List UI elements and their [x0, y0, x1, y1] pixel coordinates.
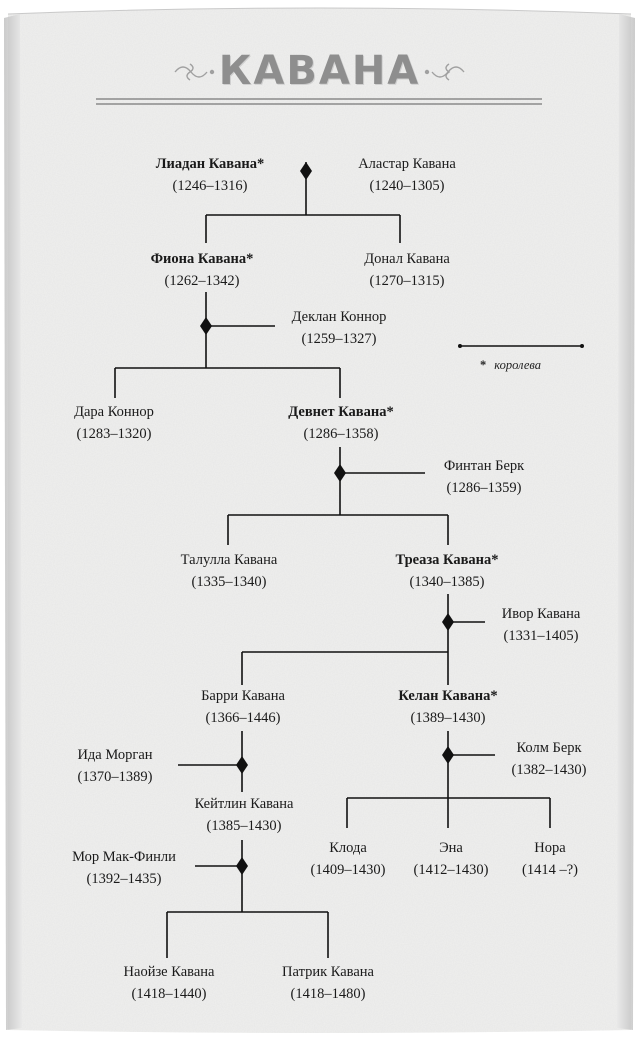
- person-nora: [522, 837, 578, 881]
- person-name: Фиона Кавана*: [150, 251, 254, 267]
- person-treaza: [395, 549, 498, 593]
- marriage-diamond: [200, 317, 212, 335]
- marriage-diamond: [334, 464, 346, 482]
- person-name: Патрик Кавана: [282, 964, 374, 980]
- person-barri: [201, 685, 285, 729]
- person-dates: (1414 –?): [522, 862, 578, 878]
- person-name: Ида Морган: [77, 747, 153, 763]
- person-dates: (1418–1480): [290, 986, 366, 1002]
- person-dates: (1246–1316): [172, 178, 248, 194]
- person-naoize: [124, 961, 215, 1005]
- person-ida: [77, 744, 152, 788]
- person-name: Кейтлин Кавана: [194, 796, 294, 812]
- person-fintan: [444, 455, 524, 499]
- legend-marker: *: [480, 358, 487, 372]
- person-dates: (1382–1430): [511, 762, 587, 778]
- person-mor: [72, 846, 176, 890]
- person-name: Донал Кавана: [364, 251, 450, 267]
- person-name: Аластар Кавана: [358, 156, 456, 172]
- family-title-text: КАВАНА: [218, 48, 421, 94]
- person-dates: (1262–1342): [164, 273, 240, 289]
- person-talulla: [181, 549, 278, 593]
- person-dara: [74, 401, 154, 445]
- person-name: Наойзе Кавана: [123, 964, 215, 980]
- person-dates: (1240–1305): [369, 178, 445, 194]
- marriage-diamond: [236, 756, 248, 774]
- person-dates: (1366–1446): [205, 710, 281, 726]
- person-dates: (1409–1430): [310, 862, 386, 878]
- person-liadan: [156, 153, 264, 197]
- person-name: Талулла Кавана: [180, 552, 278, 568]
- person-kelan: [398, 685, 497, 729]
- person-dates: (1385–1430): [206, 818, 282, 834]
- person-dates: (1283–1320): [76, 426, 152, 442]
- legend: [480, 358, 541, 373]
- person-name: Треаза Кавана*: [395, 552, 499, 568]
- person-dates: (1286–1359): [446, 480, 522, 496]
- person-dates: (1335–1340): [191, 574, 267, 590]
- person-fiona: [151, 248, 254, 292]
- person-dates: (1270–1315): [369, 273, 445, 289]
- person-dates: (1418–1440): [131, 986, 207, 1002]
- marriage-diamond: [236, 857, 248, 875]
- person-kolm: [512, 737, 587, 781]
- person-name: Дара Коннор: [74, 404, 154, 420]
- person-name: Келан Кавана*: [398, 688, 498, 704]
- person-dates: (1286–1358): [303, 426, 379, 442]
- person-ena: [414, 837, 489, 881]
- person-patrik: [282, 961, 374, 1005]
- legend-line-end: [458, 344, 462, 348]
- person-name: Деклан Коннор: [291, 309, 387, 325]
- person-dates: (1412–1430): [413, 862, 489, 878]
- person-alastar: [358, 153, 456, 197]
- marriage-diamond: [442, 613, 454, 631]
- person-dates: (1392–1435): [86, 871, 162, 887]
- person-name: Нора: [534, 840, 566, 856]
- person-donal: [364, 248, 450, 292]
- person-dates: (1340–1385): [409, 574, 485, 590]
- legend-line-end: [580, 344, 584, 348]
- marriage-diamond: [300, 162, 312, 180]
- person-kloda: [311, 837, 386, 881]
- person-dates: (1370–1389): [77, 769, 153, 785]
- marriage-diamond: [442, 746, 454, 764]
- person-name: Лиадан Кавана*: [155, 156, 265, 172]
- person-name: Девнет Кавана*: [288, 404, 394, 420]
- person-devnet: [288, 401, 393, 445]
- person-declan: [292, 306, 387, 350]
- person-dates: (1331–1405): [503, 628, 579, 644]
- person-name: Клода: [329, 840, 367, 856]
- person-keitlin: [195, 793, 294, 837]
- person-name: Эна: [439, 840, 463, 856]
- person-dates: (1259–1327): [301, 331, 377, 347]
- person-ivor: [502, 603, 581, 647]
- person-name: Барри Кавана: [201, 688, 285, 704]
- person-name: Мор Мак-Финли: [72, 849, 176, 865]
- legend-label: королева: [494, 358, 541, 372]
- person-name: Колм Берк: [516, 740, 582, 756]
- person-name: Ивор Кавана: [501, 606, 581, 622]
- person-name: Финтан Берк: [443, 458, 525, 474]
- person-dates: (1389–1430): [410, 710, 486, 726]
